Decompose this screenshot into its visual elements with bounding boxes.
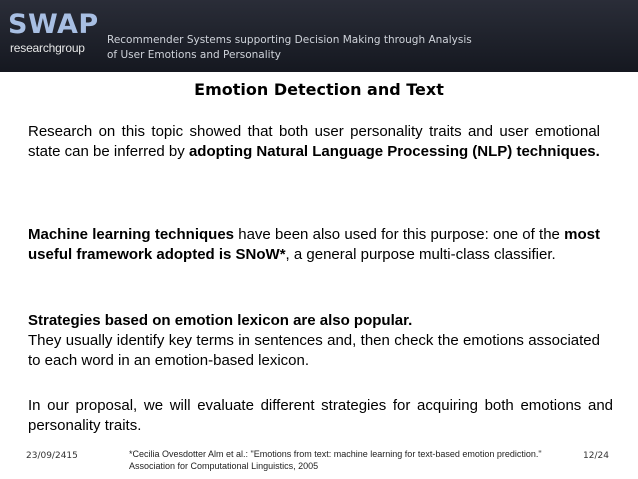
footnote-citation: *Cecilia Ovesdotter Alm et al.: "Emotions from text: machine learning for text-based emotion prediction." Association for Computational Linguistics, 2005 [129, 449, 542, 471]
p1-text: Research on this topic showed that both user personality traits and user emotional state can be inferred by [28, 123, 600, 160]
paragraph-proposal [28, 396, 613, 436]
p2-bold-2: most useful framework adopted is SNoW* [28, 226, 600, 263]
paragraph-research [28, 122, 600, 162]
p3-bold: Strategies based on emotion lexicon are also popular. [28, 312, 413, 329]
slide-title: Emotion Detection and Text [194, 80, 444, 99]
presentation-title-line2: of User Emotions and Personality [107, 49, 281, 61]
p4-text: In our proposal, we will evaluate different strategies for acquiring both emotions and personality traits. [28, 397, 613, 434]
p2-text-1: have been also used for this purpose: one of the [234, 226, 565, 243]
presentation-title [107, 33, 627, 63]
presentation-title-line1: Recommender Systems supporting Decision Making through Analysis [107, 34, 472, 46]
p1-bold: adopting Natural Language Processing (NLP) techniques. [188, 143, 600, 160]
slide-header [0, 0, 638, 72]
p3-text: They usually identify key terms in sentences and, then check the emotions associated to each word in an emotion-based lexicon. [28, 332, 600, 369]
paragraph-lexicon [28, 311, 600, 371]
p2-text-2: , a general purpose multi-class classifier. [285, 246, 556, 263]
page-number: 12/24 [583, 451, 609, 461]
logo-main-text: SWAP [8, 9, 99, 40]
swap-logo [8, 10, 100, 66]
p2-bold-1: Machine learning techniques [28, 226, 235, 243]
paragraph-machine-learning [28, 225, 600, 265]
logo-sub-text: researchgroup [10, 41, 85, 55]
footer-date: 23/09/2415 [26, 451, 78, 461]
